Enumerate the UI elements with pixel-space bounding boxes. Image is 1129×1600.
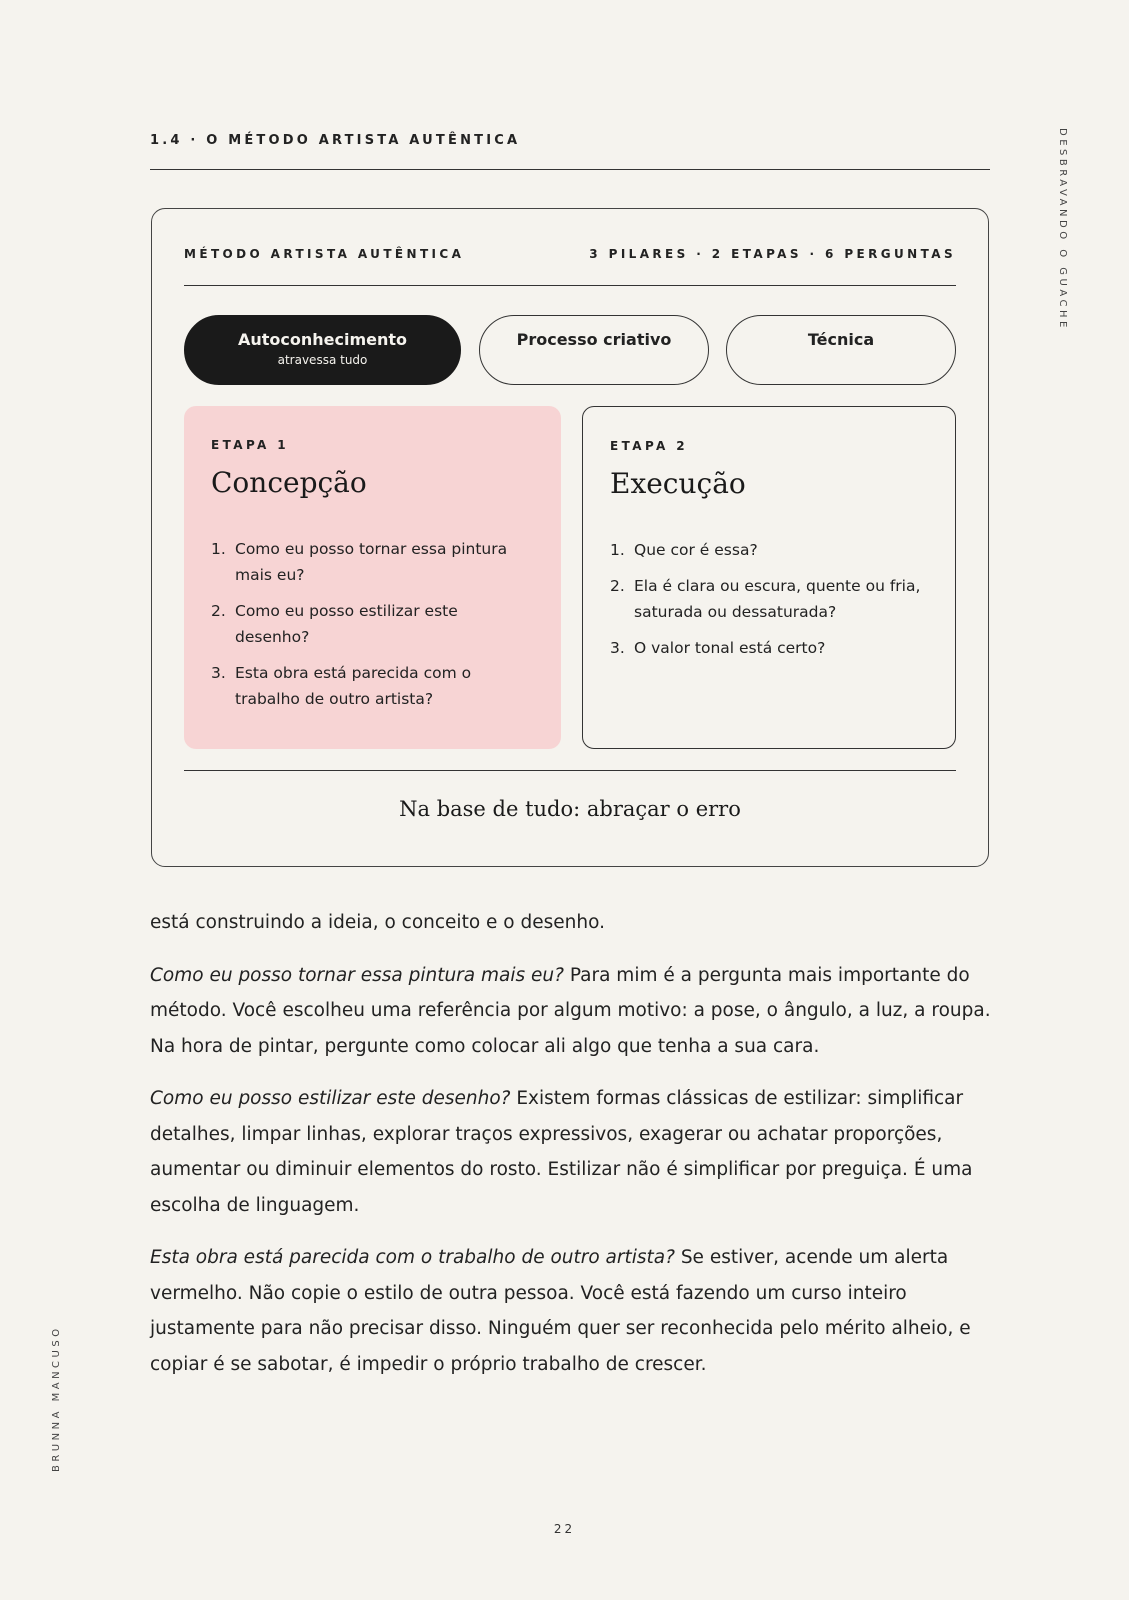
- paragraph-text: Para mim é a pergunta mais importante do método. Você escolheu uma referência por algum motivo: a pose, o ângulo, a luz, a roupa. Na hora de pintar, pergunte como colocar ali algo que tenha a sua cara.: [150, 964, 991, 1057]
- question-text: Esta obra está parecida com o trabalho de outro artista?: [235, 664, 472, 708]
- stage-eyebrow: ETAPA 1: [211, 438, 290, 452]
- side-title: DESBRAVANDO O GUACHE: [1057, 128, 1068, 331]
- stage-eyebrow: ETAPA 2: [610, 439, 689, 453]
- section-header: 1.4 · O MÉTODO ARTISTA AUTÊNTICA: [150, 133, 521, 148]
- body-text: [150, 905, 1000, 1399]
- question-text: Ela é clara ou escura, quente ou fria, saturada ou dessaturada?: [634, 577, 921, 621]
- side-author: BRUNNA MANCUSO: [51, 1325, 62, 1472]
- paragraph-text: Se estiver, acende um alerta vermelho. Não copie o estilo de outra pessoa. Você está fazendo um curso inteiro justamente para não precisar disso. Ninguém quer ser reconhecida pelo mérito alheio, e copiar é se sabotar, é impedir o próprio trabalho de crescer.: [150, 1247, 971, 1375]
- stage-card-execucao: [582, 406, 956, 749]
- question-item: 2. Ela é clara ou escura, quente ou fria, saturada ou dessaturada?: [610, 577, 921, 621]
- panel-divider-top: [184, 285, 956, 286]
- panel-base-statement: Na base de tudo: abraçar o erro: [399, 797, 741, 821]
- question-text: O valor tonal está certo?: [634, 639, 826, 657]
- paragraph-question: Como eu posso tornar essa pintura mais eu?: [150, 964, 564, 986]
- question-item: 2. Como eu posso estilizar este desenho?: [211, 602, 458, 646]
- question-item: 1. Como eu posso tornar essa pintura mais eu?: [211, 540, 508, 584]
- header-divider: [150, 169, 990, 170]
- question-item: 1. Que cor é essa?: [610, 541, 758, 559]
- question-text: Como eu posso tornar essa pintura mais eu?: [235, 540, 508, 584]
- pillar-tecnica: [726, 315, 956, 385]
- method-panel: [151, 208, 989, 867]
- paragraph-text: está construindo a ideia, o conceito e o desenho.: [150, 912, 605, 933]
- question-item: 3. Esta obra está parecida com o trabalho de outro artista?: [211, 664, 472, 708]
- panel-meta: 3 PILARES · 2 ETAPAS · 6 PERGUNTAS: [589, 247, 956, 261]
- stage-card-concepcao: [184, 406, 561, 749]
- stage-title: Concepção: [211, 466, 367, 499]
- question-item: 3. O valor tonal está certo?: [610, 639, 826, 657]
- paragraph-question: Como eu posso estilizar este desenho?: [150, 1088, 511, 1109]
- panel-divider-bottom: [184, 770, 956, 771]
- pillar-sublabel: atravessa tudo: [277, 353, 368, 367]
- pillar-label: Processo criativo: [516, 330, 672, 349]
- panel-title: MÉTODO ARTISTA AUTÊNTICA: [184, 247, 465, 261]
- pillar-label: Técnica: [807, 330, 875, 349]
- paragraph: [150, 958, 1000, 1065]
- question-list: [211, 536, 531, 722]
- paragraph: [150, 1240, 1000, 1382]
- paragraph-question: Esta obra está parecida com o trabalho de outro artista?: [150, 1247, 675, 1268]
- question-text: Que cor é essa?: [634, 541, 758, 559]
- stage-title: Execução: [610, 467, 746, 500]
- pillar-label: Autoconhecimento: [237, 330, 408, 349]
- paragraph: [150, 905, 1000, 941]
- pillar-processo-criativo: [479, 315, 709, 385]
- paragraph: [150, 1081, 1000, 1223]
- paragraph-text: Existem formas clássicas de estilizar: simplificar detalhes, limpar linhas, explorar traços expressivos, exagerar ou achatar proporções, aumentar ou diminuir elementos do rosto. Estilizar não é simplificar por preguiça. É uma escolha de linguagem.: [150, 1088, 973, 1216]
- page-number: 22: [553, 1522, 576, 1536]
- question-text: Como eu posso estilizar este desenho?: [235, 602, 458, 646]
- pillar-autoconhecimento: [184, 315, 461, 385]
- question-list: [610, 537, 930, 671]
